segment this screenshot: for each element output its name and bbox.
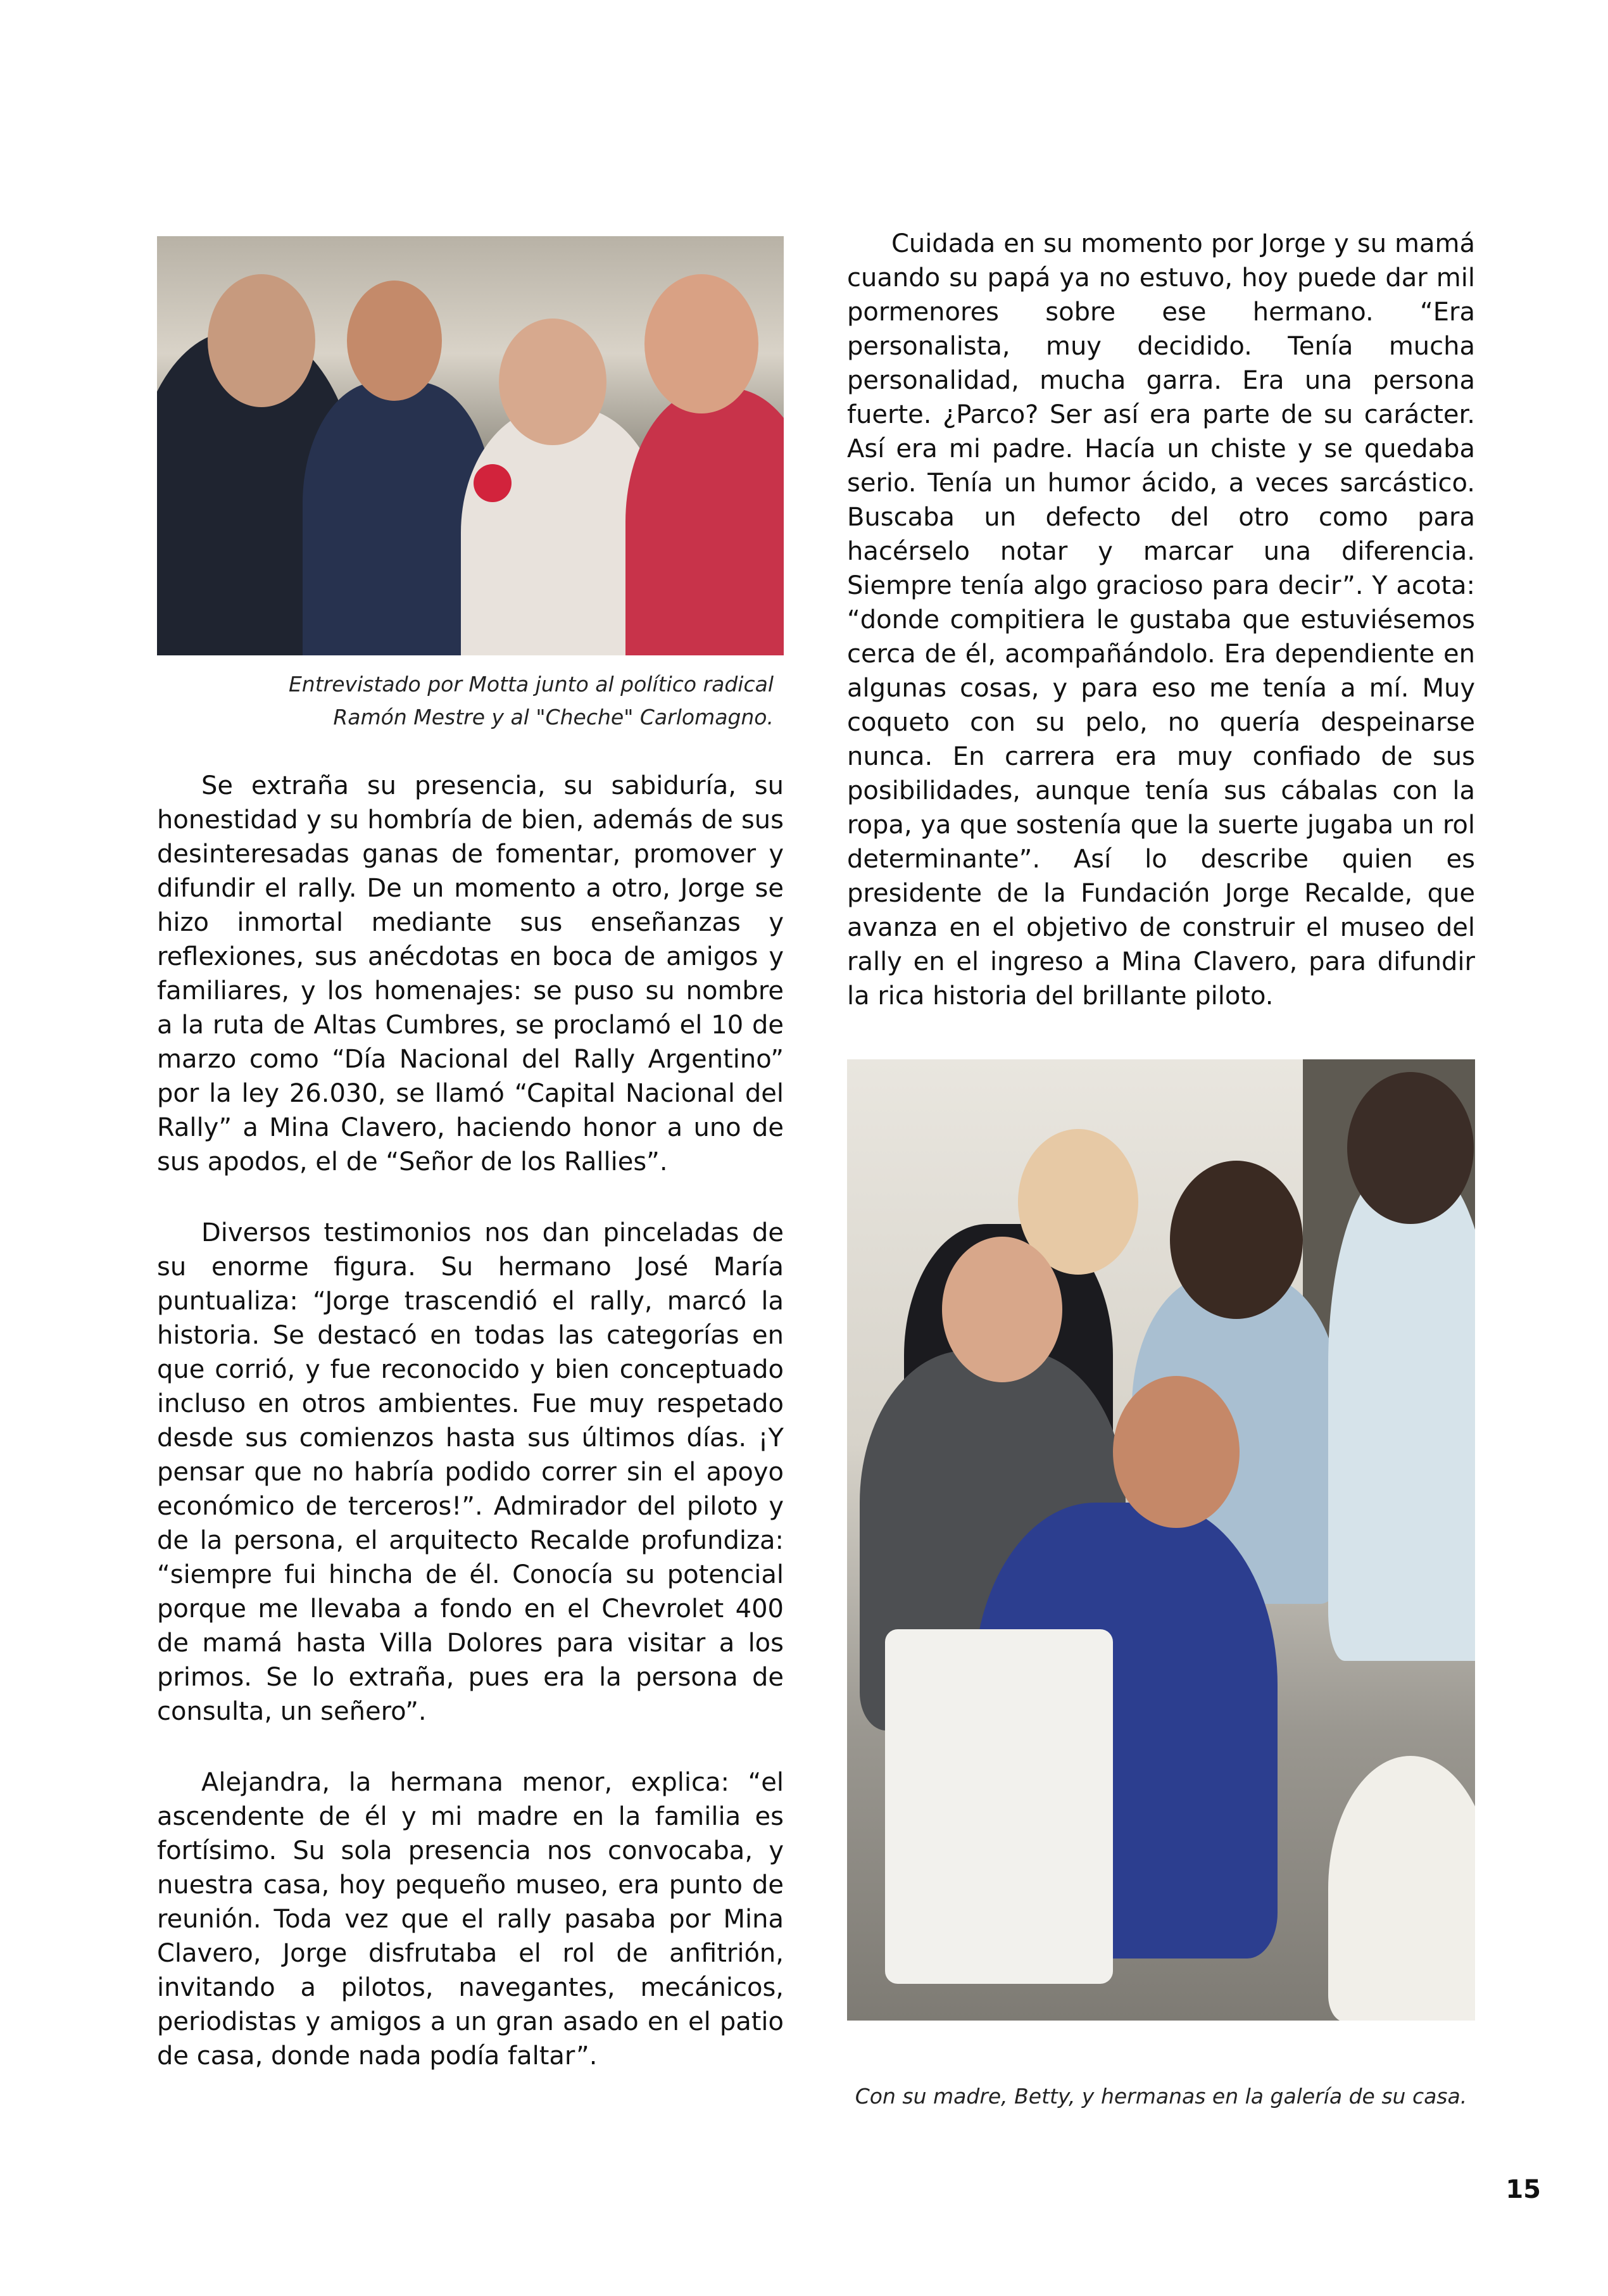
photo-interview-caption [157,668,784,734]
wicker-chair [885,1629,1113,1984]
woman-right-body [1328,1167,1475,1661]
wicker-table [1328,1756,1475,2021]
person-head-2 [347,281,442,401]
left-column [157,236,784,2073]
microphone-icon [474,464,512,502]
right-paragraph-1: Cuidada en su momento por Jorge y su mamá cuando su papá ya no estuvo, hoy puede dar mil pormenores sobre ese hermano. “Era personalista, muy decidido. Tenía mucha personalidad, mucha garra. Era una persona fuerte. ¿Parco? Ser así era parte de su carácter. Así era mi padre. Hacía un chiste y se quedaba serio. Tenía un humor ácido, a veces sarcástico. Buscaba un defecto del otro como para hacérselo notar y marcar una diferencia. Siempre tenía algo gracioso para decir”. Y acota: “donde compitiera le gustaba que estuviésemos cerca de él, acompañándolo. Era dependiente en algunas cosas, y para eso me tenía a mí. Muy coqueto con su pelo, no quería despeinarse nunca. En carrera era muy confiado de sus posibilidades, aunque tenía sus cábalas con la ropa, ya que sostenía que la suerte jugaba un rol determinante”. Así lo describe quien es presidente de la Fundación Jorge Recalde, que avanza en el objetivo de construir el museo del rally en el ingreso a Mina Clavero, para difundir la rica historia del brillante piloto. [847,229,1475,1011]
mother-head [942,1237,1062,1382]
right-column [847,227,1475,1013]
person-sweater-4 [625,388,784,655]
woman-right-head [1347,1072,1474,1224]
left-paragraph-2: Diversos testimonios nos dan pinceladas de su enorme figura. Su hermano José María puntualiza: “Jorge trascendió el rally, marcó la historia. Se destacó en todas las categorías en que corrió, y fue reconocido y bien conceptuado incluso en otros ambientes. Fue muy respetado desde sus comienzos hasta sus últimos días. ¡Y pensar que no habría podido correr sin el apoyo económico de terceros!”. Admirador del piloto y de la persona, el arquitecto Recalde profundiza: “siempre fui hincha de él. Conocía su potencial porque me llevaba a fondo en el Chevrolet 400 de mamá hasta Villa Dolores para visitar a los primos. Se lo extraña, pues era la persona de consulta, un señero”. [157,1218,784,1726]
woman-curly-head [1170,1161,1303,1319]
caption-line-1: Entrevistado por Motta junto al político radical [288,672,774,697]
left-paragraph-3: Alejandra, la hermana menor, explica: “el ascendente de él y mi madre en la familia es fortísimo. Su sola presencia nos convocaba, y nuestra casa, hoy pequeño museo, era punto de reunión. Toda vez que el rally pasaba por Mina Clavero, Jorge disfrutaba el rol de anfitrión, invitando a pilotos, navegantes, mecánicos, periodistas y amigos a un gran asado en el patio de casa, donde nada podía faltar”. [157,1768,784,2071]
photo-family [847,1059,1475,2021]
photo-family-caption: Con su madre, Betty, y hermanas en la galería de su casa. [855,2084,1467,2109]
left-paragraph-1: Se extraña su presencia, su sabiduría, su honestidad y su hombría de bien, además de sus desinteresadas ganas de fomentar, promover y difundir el rally. De un momento a otro, Jorge se hizo inmortal mediante sus enseñanzas y reflexiones, sus anécdotas en boca de amigos y familiares, y los homenajes: se puso su nombre a la ruta de Altas Cumbres, se proclamó el 10 de marzo como “Día Nacional del Rally Argentino” por la ley 26.030, se llamó “Capital Nacional del Rally” a Mina Clavero, haciendo honor a uno de sus apodos, el de “Señor de los Rallies”. [157,771,784,1176]
driver-head [1113,1376,1240,1528]
person-head-4 [644,274,758,413]
person-head-3 [499,319,606,445]
photo-interview [157,236,784,655]
person-head-1 [208,274,315,407]
page-number: 15 [1505,2175,1541,2204]
caption-line-2: Ramón Mestre y al "Cheche" Carlomagno. [333,705,774,729]
photo-family-wrapper [847,1059,1475,2021]
